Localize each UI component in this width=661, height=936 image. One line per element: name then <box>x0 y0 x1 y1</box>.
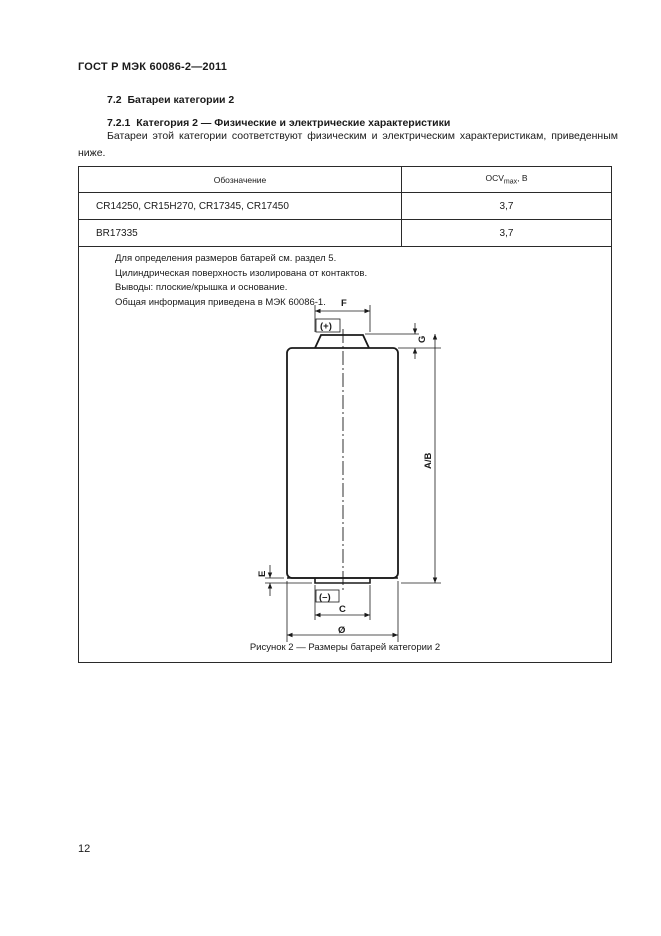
document-header: ГОСТ Р МЭК 60086-2—2011 <box>78 61 228 73</box>
row-designation: CR14250, CR15H270, CR17345, CR17450 <box>79 193 402 220</box>
table-row <box>79 220 612 247</box>
figure-caption: Рисунок 2 — Размеры батарей категории 2 <box>249 642 441 653</box>
battery-body <box>287 348 398 578</box>
note-line: Цилиндрическая поверхность изолирована от контактов. <box>115 267 368 279</box>
figure-row <box>79 247 612 663</box>
section-title: Батареи категории 2 <box>127 94 235 106</box>
label-diameter: Ø <box>338 625 346 636</box>
battery-dimension-drawing <box>79 247 613 662</box>
header-ocv: $OCV_{max}$, В <box>402 167 612 193</box>
label-ab: A/B <box>423 452 434 469</box>
header-designation: Обозначение <box>79 167 402 193</box>
note-line: Для определения размеров батарей см. раздел 5. <box>115 253 337 264</box>
negative-base <box>287 578 398 583</box>
figure-cell <box>79 247 612 663</box>
page-number: 12 <box>78 843 91 855</box>
row-designation: BR17335 <box>79 220 402 247</box>
subsection-title: Категория 2 — Физические и электрические характеристики <box>136 117 451 129</box>
note-line: Выводы: плоские/крышка и основание. <box>115 282 288 293</box>
section-heading <box>107 94 234 106</box>
label-g: G <box>417 335 428 343</box>
label-f: F <box>341 298 347 309</box>
row-ocv: 3,7 <box>402 193 612 220</box>
table-row <box>79 193 612 220</box>
table-header-row <box>79 167 612 193</box>
battery-spec-table <box>78 166 612 663</box>
note-line: Общая информация приведена в МЭК 60086-1. <box>115 296 326 308</box>
label-e: E <box>257 570 268 577</box>
label-plus: (+) <box>320 321 332 332</box>
section-number: 7.2 <box>107 94 122 106</box>
positive-cap <box>315 335 369 348</box>
row-ocv: 3,7 <box>402 220 612 247</box>
label-minus: (–) <box>319 592 331 603</box>
label-c: C <box>339 604 346 615</box>
subsection-number: 7.2.1 <box>107 117 131 129</box>
intro-paragraph: Батареи этой категории соответствуют физическим и электрическим характеристикам, приведенным ниже. <box>78 130 618 159</box>
